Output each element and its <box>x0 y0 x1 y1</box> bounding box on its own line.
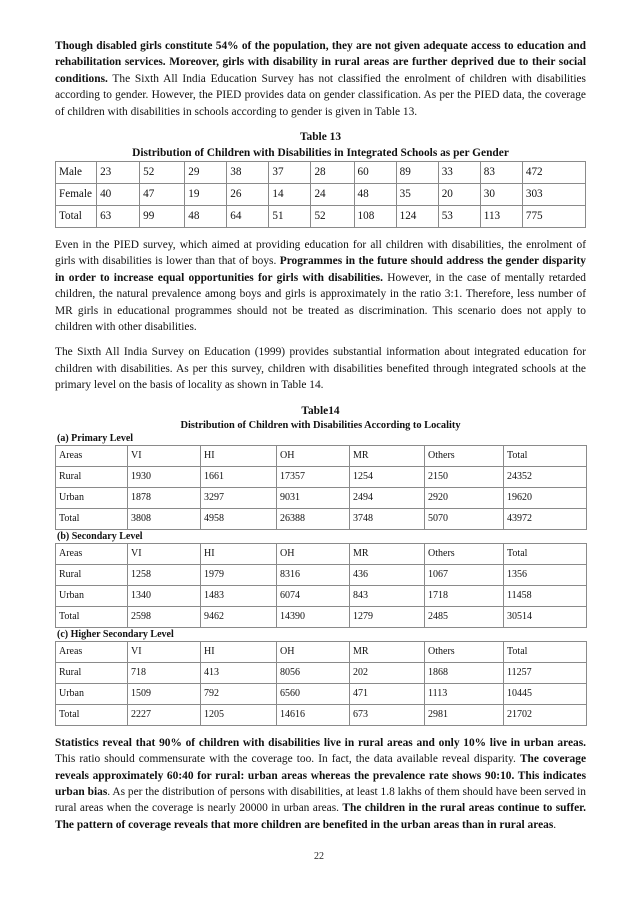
table-cell: 113 <box>480 206 522 228</box>
table-header-cell: VI <box>128 543 201 564</box>
table-cell: 1930 <box>128 466 201 487</box>
table-cell: 472 <box>522 162 585 184</box>
table-cell: Total <box>56 206 97 228</box>
table-cell: 436 <box>350 564 425 585</box>
table-cell: 3297 <box>201 487 277 508</box>
paragraph-bold-text: The children in the rural areas continue to suffer. The pattern of coverage reveals that more children are benefited in the urban areas than in rural areas <box>55 802 586 831</box>
table-cell: 413 <box>201 662 277 683</box>
table-cell: 9462 <box>201 606 277 627</box>
table-cell: 1483 <box>201 585 277 606</box>
table-header-cell: Total <box>504 543 587 564</box>
table-cell: 1878 <box>128 487 201 508</box>
table-cell: 9031 <box>277 487 350 508</box>
table-cell: 673 <box>350 704 425 725</box>
table-cell: 792 <box>201 683 277 704</box>
table-cell: 1067 <box>425 564 504 585</box>
table-row <box>56 162 586 184</box>
table13 <box>55 161 586 228</box>
page-number: 22 <box>314 851 324 862</box>
table-cell: 1868 <box>425 662 504 683</box>
table-header-row <box>56 641 587 662</box>
table-cell: Urban <box>56 683 128 704</box>
table-cell: 19620 <box>504 487 587 508</box>
table-cell: 5070 <box>425 508 504 529</box>
table-cell: 33 <box>438 162 480 184</box>
table-cell: 1279 <box>350 606 425 627</box>
table-cell: 64 <box>227 206 269 228</box>
table-cell: 51 <box>269 206 311 228</box>
table-header-cell: OH <box>277 445 350 466</box>
table-cell: 48 <box>185 206 227 228</box>
table-cell: 14 <box>269 184 311 206</box>
table-row <box>56 466 587 487</box>
table-cell: 83 <box>480 162 522 184</box>
table-header-cell: HI <box>201 445 277 466</box>
table-cell: 43972 <box>504 508 587 529</box>
table14-level-label: (b) Secondary Level <box>57 530 143 542</box>
paragraph-text: The Sixth All India Education Survey has not classified the enrolment of children with disabilities according to gender. However, the PIED provides data on gender classification. As per the PIED data, the coverage of children with disabilities in schools according to gender is given in Table 13. <box>55 72 586 118</box>
table-header-cell: MR <box>350 641 425 662</box>
table-cell: 30 <box>480 184 522 206</box>
table-cell: 843 <box>350 585 425 606</box>
table-cell: 8316 <box>277 564 350 585</box>
table14 <box>55 432 586 726</box>
table-header-cell: Areas <box>56 445 128 466</box>
table-cell: 1254 <box>350 466 425 487</box>
table14-level-table <box>55 445 587 530</box>
paragraph-pied-survey <box>55 237 586 335</box>
paragraph-bold-text: Statistics reveal that 90% of children with disabilities live in rural areas and only 10% live in urban areas. <box>55 736 586 749</box>
table-row <box>56 606 587 627</box>
table-cell: 35 <box>396 184 438 206</box>
table-cell: 14390 <box>277 606 350 627</box>
table-cell: 23 <box>97 162 140 184</box>
paragraph-text: This ratio should commensurate with the coverage too. In fact, the data available reveal disparity. <box>55 753 520 766</box>
table-header-cell: Others <box>425 445 504 466</box>
table-cell: 19 <box>185 184 227 206</box>
table-cell: 2150 <box>425 466 504 487</box>
table-cell: 24352 <box>504 466 587 487</box>
paragraph-text: Even in the PIED survey, which aimed at providing education for all children with disabilities, the enrolment of girls with disabilities is lower than that of boys. <box>55 239 586 268</box>
table-cell: 1356 <box>504 564 587 585</box>
table-row <box>56 585 587 606</box>
table-cell: Male <box>56 162 97 184</box>
table-cell: 1258 <box>128 564 201 585</box>
table-cell: 52 <box>140 162 185 184</box>
table-cell: 63 <box>97 206 140 228</box>
table-cell: 48 <box>354 184 396 206</box>
paragraph-bold-text: Programmes in the future should address the gender disparity in order to increase equal opportunities for girls with disabilities. <box>55 255 586 284</box>
table-cell: 11458 <box>504 585 587 606</box>
table-cell: 30514 <box>504 606 587 627</box>
table-header-cell: MR <box>350 445 425 466</box>
table-cell: 89 <box>396 162 438 184</box>
table14-level-table <box>55 543 587 628</box>
table-cell: Total <box>56 508 128 529</box>
table-cell: 53 <box>438 206 480 228</box>
table-header-cell: HI <box>201 641 277 662</box>
table-cell: Rural <box>56 466 128 487</box>
table14-subtitle: Distribution of Children with Disabilities According to Locality <box>180 419 461 431</box>
table-cell: 11257 <box>504 662 587 683</box>
table-cell: 99 <box>140 206 185 228</box>
table-cell: 28 <box>311 162 354 184</box>
table-cell: 47 <box>140 184 185 206</box>
paragraph-text: . As per the distribution of persons with disabilities, at least 1.8 lakhs of them should have been served in rural areas when the coverage is nearly 20000 in urban areas. <box>55 785 587 815</box>
paragraph-text: However, in the case of mentally retarded children, the natural prevalence among boys and girls is approximately in the ratio 3:1. Therefore, less number of MR girls in educational programmes should not be treated as discrimination. This scenario does not apply to children with other disabilities. <box>55 271 587 334</box>
table-header-cell: OH <box>277 641 350 662</box>
table-cell: 14616 <box>277 704 350 725</box>
table-cell: 52 <box>311 206 354 228</box>
table-row <box>56 662 587 683</box>
table-cell: Female <box>56 184 97 206</box>
table-cell: 2598 <box>128 606 201 627</box>
table-header-cell: MR <box>350 543 425 564</box>
table-cell: 471 <box>350 683 425 704</box>
table-cell: 1509 <box>128 683 201 704</box>
table-header-cell: Areas <box>56 543 128 564</box>
table-header-cell: Total <box>504 641 587 662</box>
table13-title: Table 13 <box>299 131 342 144</box>
table-cell: Total <box>56 606 128 627</box>
table-cell: 775 <box>522 206 585 228</box>
paragraph-bold-text: The coverage reveals approximately 60:40 for rural: urban areas whereas the prevalence rate shows 90:10. This indicates urban bias <box>55 753 587 798</box>
table-cell: 202 <box>350 662 425 683</box>
table-cell: 40 <box>97 184 140 206</box>
table-cell: Total <box>56 704 128 725</box>
table-cell: 60 <box>354 162 396 184</box>
table-cell: 37 <box>269 162 311 184</box>
table-cell: 2494 <box>350 487 425 508</box>
table-cell: 124 <box>396 206 438 228</box>
table-row <box>56 487 587 508</box>
table-cell: 21702 <box>504 704 587 725</box>
table-header-cell: Areas <box>56 641 128 662</box>
table-cell: 24 <box>311 184 354 206</box>
table-cell: Urban <box>56 487 128 508</box>
table13-subtitle: Distribution of Children with Disabilities in Integrated Schools as per Gender <box>132 147 509 160</box>
table-row <box>56 184 586 206</box>
table-cell: 38 <box>227 162 269 184</box>
table-cell: 26388 <box>277 508 350 529</box>
table-cell: 2981 <box>425 704 504 725</box>
table-cell: 1113 <box>425 683 504 704</box>
table-header-cell: Others <box>425 641 504 662</box>
table-header-cell: Others <box>425 543 504 564</box>
table-cell: 2227 <box>128 704 201 725</box>
table-cell: Rural <box>56 564 128 585</box>
table-cell: 26 <box>227 184 269 206</box>
paragraph-sixth-survey: The Sixth All India Survey on Education (1999) provides substantial information about integrated education for children with disabilities. As per this survey, children with disabilities benefited through integrated schools at the primary level on the basis of locality as shown in Table 14. <box>55 346 586 392</box>
table14-level-table <box>55 641 587 726</box>
table14-title: Table14 <box>301 404 340 417</box>
table-cell: 20 <box>438 184 480 206</box>
table-cell: 6560 <box>277 683 350 704</box>
table-row <box>56 206 586 228</box>
table-cell: 3808 <box>128 508 201 529</box>
table-row <box>56 704 587 725</box>
table-row <box>56 508 587 529</box>
paragraph-gender-intro <box>55 38 586 120</box>
table-cell: 718 <box>128 662 201 683</box>
table-cell: 6074 <box>277 585 350 606</box>
table-row <box>56 564 587 585</box>
table-header-cell: HI <box>201 543 277 564</box>
table14-level-label: (a) Primary Level <box>57 432 134 444</box>
table-cell: 1718 <box>425 585 504 606</box>
table14-level-label: (c) Higher Secondary Level <box>57 628 174 640</box>
table-header-cell: Total <box>504 445 587 466</box>
table-cell: 29 <box>185 162 227 184</box>
table-cell: 1661 <box>201 466 277 487</box>
table-cell: 4958 <box>201 508 277 529</box>
table-header-cell: VI <box>128 445 201 466</box>
table-cell: Urban <box>56 585 128 606</box>
table-cell: 10445 <box>504 683 587 704</box>
table-cell: 2485 <box>425 606 504 627</box>
table-cell: 108 <box>354 206 396 228</box>
table-cell: 1979 <box>201 564 277 585</box>
table-cell: 17357 <box>277 466 350 487</box>
paragraph-bold-text: Though disabled girls constitute 54% of the population, they are not given adequate access to education and rehabilitation services. Moreover, girls with disability in rural areas are further deprived due to their social conditions. <box>55 40 586 85</box>
table-cell: Rural <box>56 662 128 683</box>
table-header-cell: OH <box>277 543 350 564</box>
document-page <box>55 38 586 833</box>
table-cell: 303 <box>522 184 585 206</box>
table-cell: 3748 <box>350 508 425 529</box>
paragraph-text: . <box>553 818 557 831</box>
table-header-row <box>56 445 587 466</box>
paragraph-statistics <box>55 735 586 833</box>
table-cell: 2920 <box>425 487 504 508</box>
table-header-cell: VI <box>128 641 201 662</box>
table-cell: 1340 <box>128 585 201 606</box>
table-cell: 8056 <box>277 662 350 683</box>
table-cell: 1205 <box>201 704 277 725</box>
table-row <box>56 683 587 704</box>
table-header-row <box>56 543 587 564</box>
